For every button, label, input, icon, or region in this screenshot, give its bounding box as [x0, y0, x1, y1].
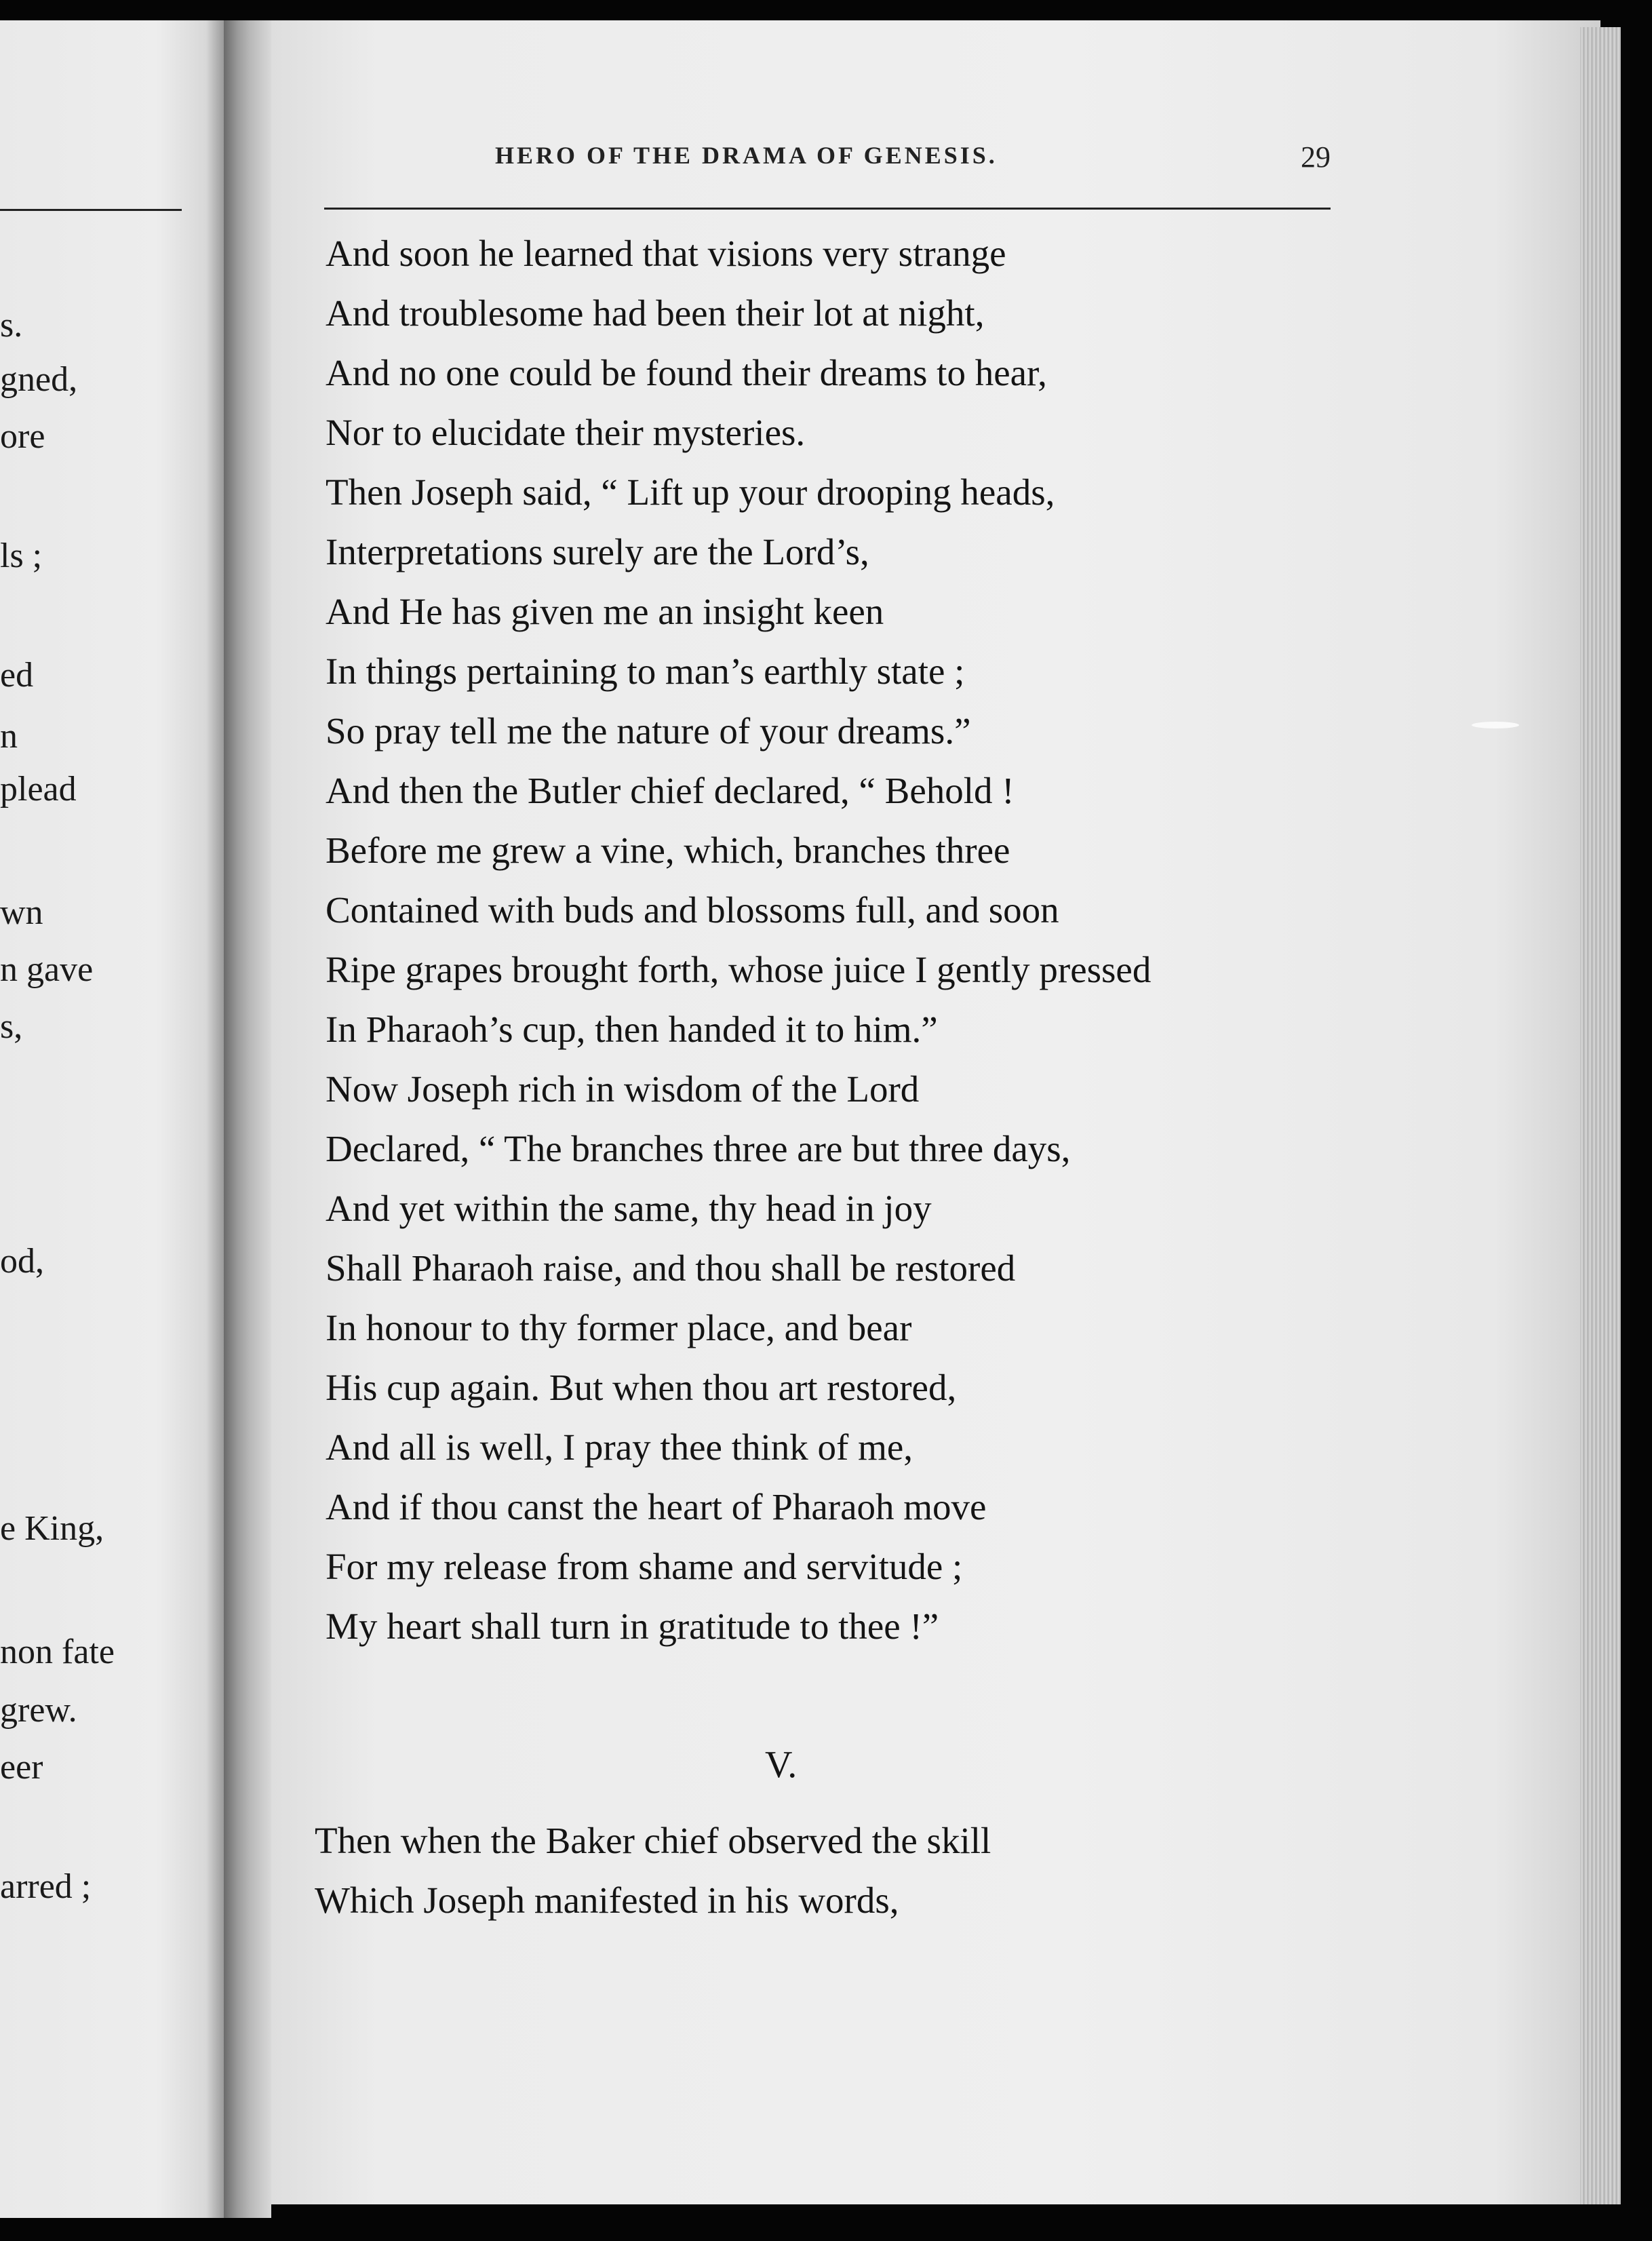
stanza-five	[315, 1811, 991, 1930]
verse-line: Declared, “ The branches three are but three days,	[326, 1128, 1071, 1169]
page-number: 29	[1301, 140, 1331, 174]
facing-line-fragment: ed	[0, 656, 34, 695]
facing-line-fragment: plead	[0, 770, 77, 808]
verse-line: Now Joseph rich in wisdom of the Lord	[326, 1068, 920, 1110]
verse-line: Which Joseph manifested in his words,	[315, 1879, 899, 1921]
book-gutter-shadow	[224, 20, 271, 2218]
verse-line: In things pertaining to man’s earthly state ;	[326, 650, 965, 692]
verse-line: And no one could be found their dreams to hear,	[326, 352, 1047, 393]
section-numeral: V.	[765, 1744, 798, 1786]
verse-line: And He has given me an insight keen	[326, 591, 884, 632]
page-block-edge	[1580, 27, 1621, 2204]
facing-line-fragment: gned,	[0, 360, 78, 399]
scan-smudge	[1472, 722, 1519, 728]
facing-line-fragment: n gave	[0, 950, 94, 989]
verse-line: Shall Pharaoh raise, and thou shall be restored	[326, 1247, 1016, 1289]
facing-line-fragment: arred ;	[0, 1867, 92, 1906]
facing-line-fragment: non fate	[0, 1633, 115, 1671]
verse-line: Then when the Baker chief observed the skill	[315, 1820, 991, 1861]
facing-page-rule	[0, 209, 182, 211]
stanza-four	[326, 224, 1151, 1656]
verse-line: And then the Butler chief declared, “ Behold !	[326, 770, 1015, 811]
header-rule	[324, 208, 1331, 210]
facing-line-fragment: e King,	[0, 1509, 104, 1548]
verse-line: And troublesome had been their lot at night,	[326, 292, 985, 334]
verse-line: Ripe grapes brought forth, whose juice I gently pressed	[326, 949, 1152, 990]
facing-line-fragment: wn	[0, 893, 43, 932]
verse-line: Interpretations surely are the Lord’s,	[326, 531, 869, 572]
facing-line-fragment: ls ;	[0, 537, 43, 575]
facing-line-fragment: s,	[0, 1007, 23, 1046]
verse-line: Contained with buds and blossoms full, and soon	[326, 889, 1059, 931]
running-head-title: HERO OF THE DRAMA OF GENESIS.	[495, 142, 998, 169]
verse-line: And all is well, I pray thee think of me,	[326, 1426, 913, 1468]
facing-line-fragment: eer	[0, 1748, 43, 1787]
verse-line: For my release from shame and servitude ;	[326, 1546, 963, 1587]
verse-line: So pray tell me the nature of your dreams.”	[326, 710, 971, 752]
verse-line: My heart shall turn in gratitude to thee !”	[326, 1605, 939, 1647]
verse-line: In Pharaoh’s cup, then handed it to him.”	[326, 1009, 938, 1050]
verse-line: His cup again. But when thou art restored,	[326, 1367, 957, 1408]
verse-line: And soon he learned that visions very strange	[326, 233, 1006, 274]
facing-line-fragment: grew.	[0, 1691, 77, 1730]
verse-line: And yet within the same, thy head in joy	[326, 1188, 932, 1229]
facing-line-fragment: ore	[0, 417, 45, 456]
verse-line: Then Joseph said, “ Lift up your drooping heads,	[326, 471, 1055, 513]
verse-line: In honour to thy former place, and bear	[326, 1307, 912, 1348]
verse-line: Before me grew a vine, which, branches three	[326, 830, 1010, 871]
facing-line-fragment: od,	[0, 1242, 44, 1281]
verse-line: Nor to elucidate their mysteries.	[326, 412, 806, 453]
facing-line-fragment: n	[0, 717, 18, 756]
facing-page-left	[0, 20, 224, 2218]
facing-line-fragment: s.	[0, 306, 23, 345]
verse-line: And if thou canst the heart of Pharaoh move	[326, 1486, 987, 1527]
